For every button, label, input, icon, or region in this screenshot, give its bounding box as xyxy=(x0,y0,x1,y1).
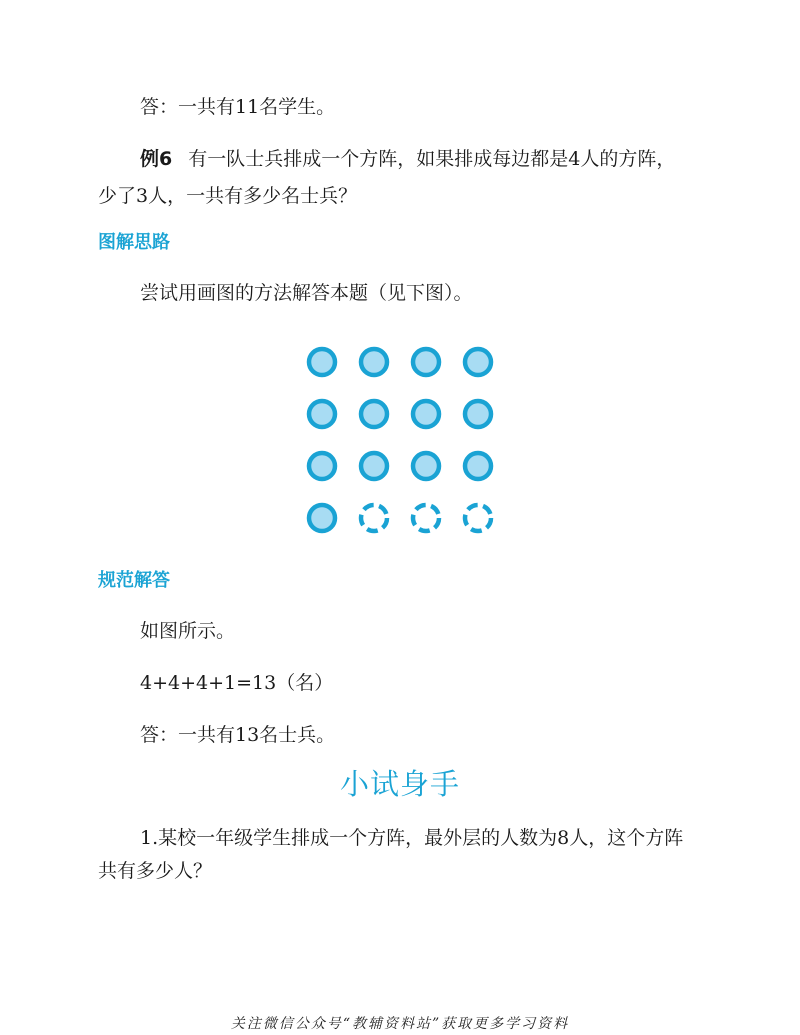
soldier-circle xyxy=(465,401,491,427)
answer-line-1: 答：一共有11名学生。 xyxy=(140,96,336,118)
example-label: 例6 xyxy=(140,148,173,170)
soldier-circle xyxy=(309,453,335,479)
question-1-line-2: 共有多少人？ xyxy=(98,860,213,882)
example-6-line-2: 少了3人，一共有多少名士兵？ xyxy=(98,185,358,207)
solution-line-1: 如图所示。 xyxy=(140,620,236,642)
soldier-circle xyxy=(309,401,335,427)
soldier-circle xyxy=(413,453,439,479)
soldier-circle xyxy=(465,349,491,375)
footer-watermark: 关注微信公众号“教辅资料站”获取更多学习资料 xyxy=(230,1016,570,1032)
answer-line-2: 答：一共有13名士兵。 xyxy=(140,724,336,746)
missing-soldier-circle xyxy=(361,505,387,531)
soldier-circle xyxy=(309,505,335,531)
soldier-circle xyxy=(413,349,439,375)
example-text-1: 有一队士兵排成一个方阵，如果排成每边都是4人的方阵， xyxy=(188,148,676,170)
soldier-circle xyxy=(413,401,439,427)
soldier-circle xyxy=(361,453,387,479)
soldier-circle xyxy=(465,453,491,479)
heading-illustrated-approach: 图解思路 xyxy=(98,232,170,253)
missing-soldier-circle xyxy=(465,505,491,531)
soldier-formation-figure xyxy=(300,340,500,540)
solution-equation: 4+4+4+1=13（名） xyxy=(140,672,334,694)
soldier-circle xyxy=(361,349,387,375)
soldier-circle xyxy=(309,349,335,375)
question-1-line-1: 1.某校一年级学生排成一个方阵，最外层的人数为8人，这个方阵 xyxy=(140,827,684,849)
section-title: 小试身手 xyxy=(339,767,460,801)
example-6-line-1 xyxy=(140,150,675,169)
heading-standard-solution: 规范解答 xyxy=(98,570,170,591)
soldier-circle xyxy=(361,401,387,427)
missing-soldier-circle xyxy=(413,505,439,531)
approach-text: 尝试用画图的方法解答本题（见下图）。 xyxy=(140,282,473,304)
